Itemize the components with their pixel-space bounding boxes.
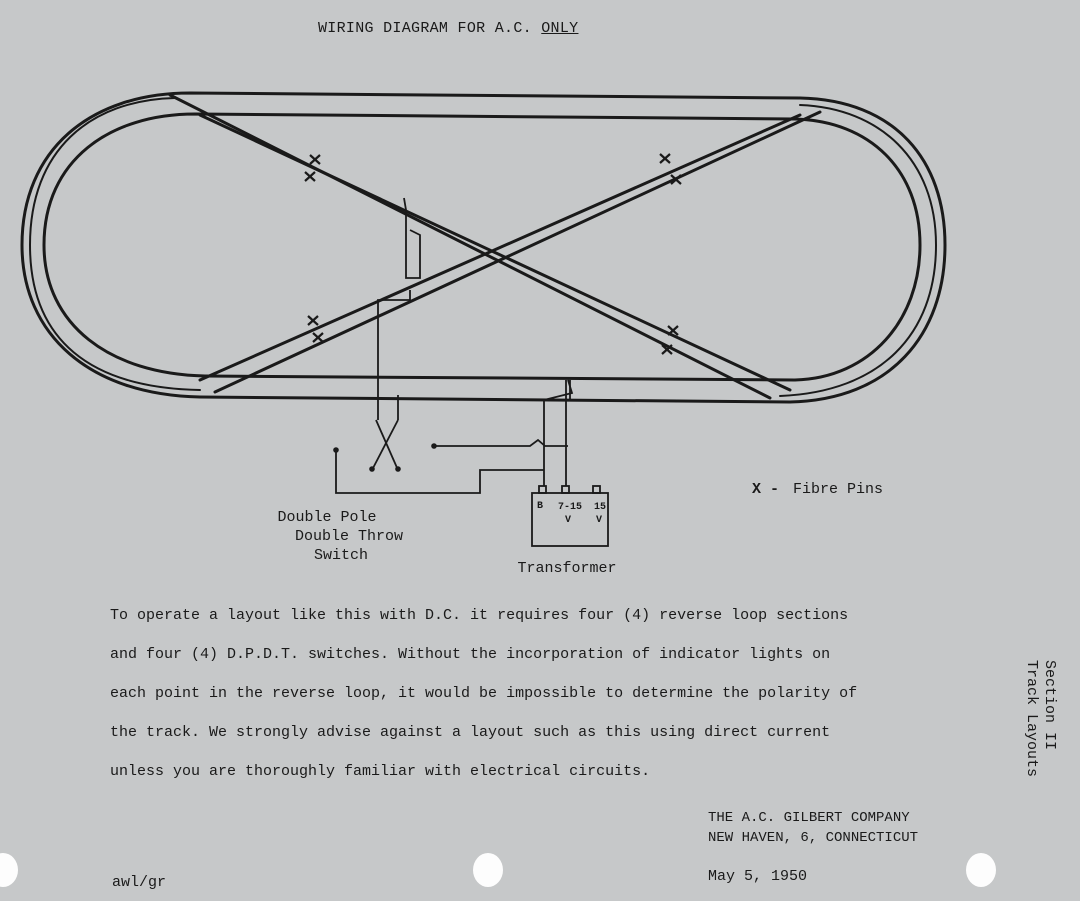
fibre-pin bbox=[305, 172, 315, 181]
fibre-pin bbox=[308, 316, 318, 325]
terminal-post-b bbox=[539, 486, 546, 493]
paragraph-line: each point in the reverse loop, it would be impossible to determine the polarity of bbox=[110, 685, 858, 702]
switch-label-line2: Double Throw bbox=[294, 528, 404, 545]
title-emphasis: ONLY bbox=[541, 20, 579, 37]
paragraph-line: To operate a layout like this with D.C. it requires four (4) reverse loop sections bbox=[110, 607, 849, 624]
company-address: NEW HAVEN, 6, CONNECTICUT bbox=[708, 830, 919, 846]
fibre-pin bbox=[668, 326, 678, 335]
terminal-mid-unit: V bbox=[565, 515, 572, 526]
switch-left-lead bbox=[336, 450, 544, 493]
terminal-b-label: B bbox=[537, 501, 544, 512]
paragraph-line: unless you are thoroughly familiar with electrical circuits. bbox=[110, 763, 651, 780]
diagonal-track-b2 bbox=[215, 112, 820, 392]
track-right-loop bbox=[780, 105, 936, 396]
legend-text: Fibre Pins bbox=[793, 481, 884, 498]
punch-hole bbox=[966, 853, 996, 887]
switch-right-lead bbox=[434, 440, 568, 446]
switch-label-line1: Double Pole bbox=[277, 509, 377, 526]
section-side-label bbox=[1022, 660, 1058, 777]
diagonal-track-a2 bbox=[200, 115, 790, 390]
legend-symbol: X - bbox=[752, 481, 780, 498]
transformer-label: Transformer bbox=[517, 560, 617, 577]
terminal-right-unit: V bbox=[596, 515, 603, 526]
switch-label-line3: Switch bbox=[313, 547, 368, 564]
section-number: Section II bbox=[1041, 660, 1058, 751]
terminal-post-mid bbox=[562, 486, 569, 493]
document-date: May 5, 1950 bbox=[708, 868, 808, 885]
terminal-mid-label: 7-15 bbox=[558, 502, 583, 513]
switch-terminal bbox=[431, 443, 437, 449]
switch-terminal bbox=[369, 466, 375, 472]
typist-initials: awl/gr bbox=[112, 874, 167, 891]
fibre-pin bbox=[310, 155, 320, 164]
company-block bbox=[708, 808, 918, 848]
punch-hole bbox=[473, 853, 503, 887]
fibre-pin bbox=[313, 333, 323, 342]
fibre-pin bbox=[660, 154, 670, 163]
wire-track-top bbox=[544, 380, 572, 400]
paragraph-line: and four (4) D.P.D.T. switches. Without the incorporation of indicator lights on bbox=[110, 646, 831, 663]
legend bbox=[752, 481, 883, 498]
title-text: WIRING DIAGRAM FOR A.C. bbox=[318, 20, 532, 37]
section-title: Track Layouts bbox=[1023, 660, 1040, 778]
terminal-right-label: 15 bbox=[594, 502, 607, 513]
terminal-post-right bbox=[593, 486, 600, 493]
switch-terminal bbox=[333, 447, 339, 453]
body-paragraph bbox=[110, 596, 930, 791]
company-name: THE A.C. GILBERT COMPANY bbox=[708, 810, 910, 826]
switch-terminal bbox=[395, 466, 401, 472]
track-left-loop bbox=[30, 98, 200, 390]
paragraph-line: the track. We strongly advise against a layout such as this using direct current bbox=[110, 724, 831, 741]
wire-feed-a bbox=[404, 198, 420, 278]
switch-terminals bbox=[333, 443, 437, 472]
